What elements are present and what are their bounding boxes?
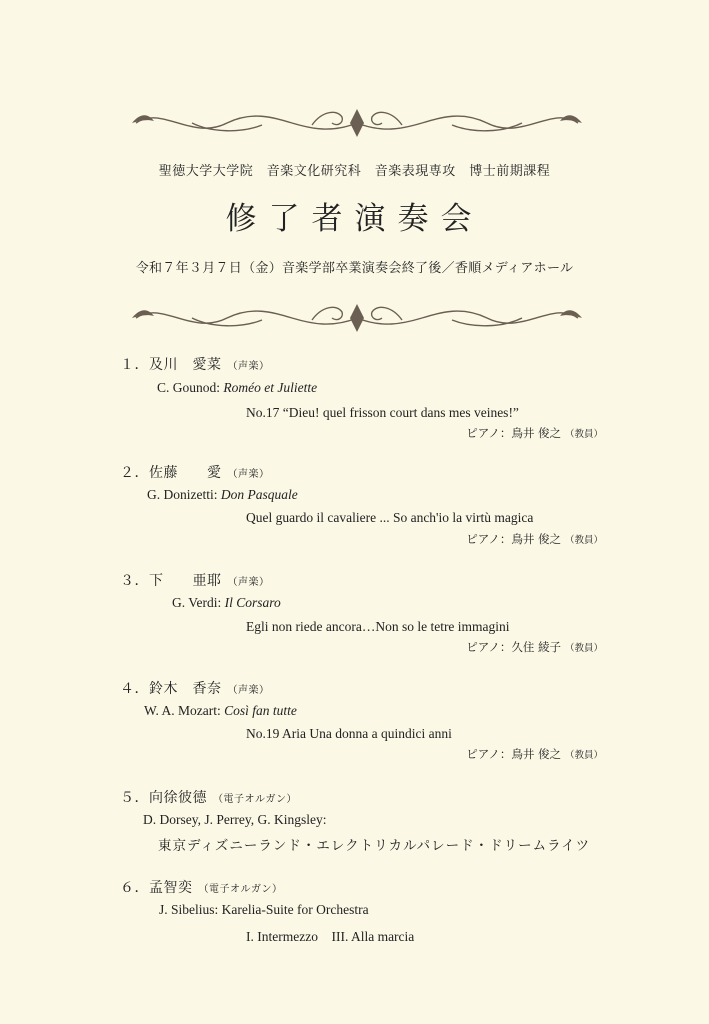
program-item-3-pianist bbox=[466, 639, 603, 655]
pianist-note: （教員） bbox=[564, 429, 603, 440]
performer-category: （声楽） bbox=[227, 577, 270, 588]
pianist-note: （教員） bbox=[564, 535, 603, 546]
program-item-2-work bbox=[147, 487, 298, 503]
pianist-name: ピアノ：鳥井 俊之 bbox=[466, 747, 561, 761]
program-item-3-piece: Egli non riede ancora…Non so le tetre immagini bbox=[246, 619, 510, 634]
bottom-ornament bbox=[132, 298, 582, 338]
page-title: 修了者演奏会 bbox=[225, 201, 484, 237]
program-item-5-piece: 東京ディズニーランド・エレクトリカルパレード・ドリームライツ bbox=[158, 838, 591, 853]
program-item-4-pianist bbox=[466, 746, 603, 762]
program-number: １． bbox=[120, 357, 149, 373]
composer: C. Gounod: bbox=[157, 380, 221, 395]
performer-name: 孟智奕 bbox=[149, 880, 193, 896]
program-number: ４． bbox=[120, 681, 149, 697]
program-number: ２． bbox=[120, 465, 149, 481]
composer: G. Verdi: bbox=[172, 595, 222, 610]
program-item-5-performer bbox=[120, 787, 297, 807]
program-item-1-pianist bbox=[466, 425, 603, 441]
program-item-6-piece: I. Intermezzo III. Alla marcia bbox=[246, 929, 415, 944]
performer-category: （電子オルガン） bbox=[213, 794, 297, 805]
date-venue-line: 令和７年３月７日（金）音楽学部卒業演奏会終了後／香順メディアホール bbox=[135, 261, 574, 276]
performer-category: （声楽） bbox=[227, 361, 270, 372]
program-item-6-work bbox=[159, 902, 369, 918]
program-item-3-performer bbox=[120, 570, 270, 590]
performer-name: 佐藤 愛 bbox=[149, 465, 222, 481]
program-item-4-performer bbox=[120, 678, 270, 698]
opera-title: Don Pasquale bbox=[220, 487, 298, 502]
program-item-2-pianist bbox=[466, 531, 603, 547]
suite-title: Karelia-Suite for Orchestra bbox=[221, 902, 369, 917]
program-number: ５． bbox=[120, 790, 149, 806]
program-item-5-work bbox=[143, 812, 326, 828]
composer: J. Sibelius: bbox=[159, 902, 219, 917]
pianist-name: ピアノ：鳥井 俊之 bbox=[466, 426, 561, 440]
program-item-1-piece: No.17 “Dieu! quel frisson court dans mes veines!” bbox=[246, 405, 519, 420]
institution-line: 聖徳大学大学院 音楽文化研究科 音楽表現専攻 博士前期課程 bbox=[158, 164, 551, 179]
program-item-1-work bbox=[157, 380, 317, 396]
performer-category: （声楽） bbox=[227, 685, 270, 696]
pianist-note: （教員） bbox=[564, 643, 603, 654]
performer-category: （電子オルガン） bbox=[198, 884, 283, 895]
pianist-note: （教員） bbox=[564, 750, 603, 761]
program-item-1-performer bbox=[120, 354, 270, 374]
program-item-2-performer bbox=[120, 462, 270, 482]
opera-title: Così fan tutte bbox=[224, 703, 297, 718]
top-ornament bbox=[132, 103, 582, 143]
opera-title: Il Corsaro bbox=[224, 595, 281, 610]
performer-name: 鈴木 香奈 bbox=[149, 681, 222, 697]
program-item-6-performer bbox=[120, 877, 283, 897]
performer-category: （声楽） bbox=[227, 469, 270, 480]
program-number: ６． bbox=[120, 880, 149, 896]
program-number: ３． bbox=[120, 573, 149, 589]
performer-name: 向徐彼德 bbox=[149, 790, 207, 806]
pianist-name: ピアノ：久住 綾子 bbox=[466, 640, 561, 654]
composer: D. Dorsey, J. Perrey, G. Kingsley: bbox=[143, 812, 327, 827]
program-item-3-work bbox=[172, 595, 281, 611]
performer-name: 及川 愛菜 bbox=[149, 357, 222, 373]
performer-name: 下 亜耶 bbox=[149, 573, 222, 589]
opera-title: Roméo et Juliette bbox=[223, 380, 318, 395]
composer: G. Donizetti: bbox=[147, 487, 218, 502]
composer: W. A. Mozart: bbox=[144, 703, 221, 718]
program-item-4-piece: No.19 Aria Una donna a quindici anni bbox=[246, 726, 452, 741]
program-item-2-piece: Quel guardo il cavaliere ... So anch'io la virtù magica bbox=[246, 510, 534, 525]
program-item-4-work bbox=[144, 703, 297, 719]
pianist-name: ピアノ：鳥井 俊之 bbox=[466, 532, 561, 546]
